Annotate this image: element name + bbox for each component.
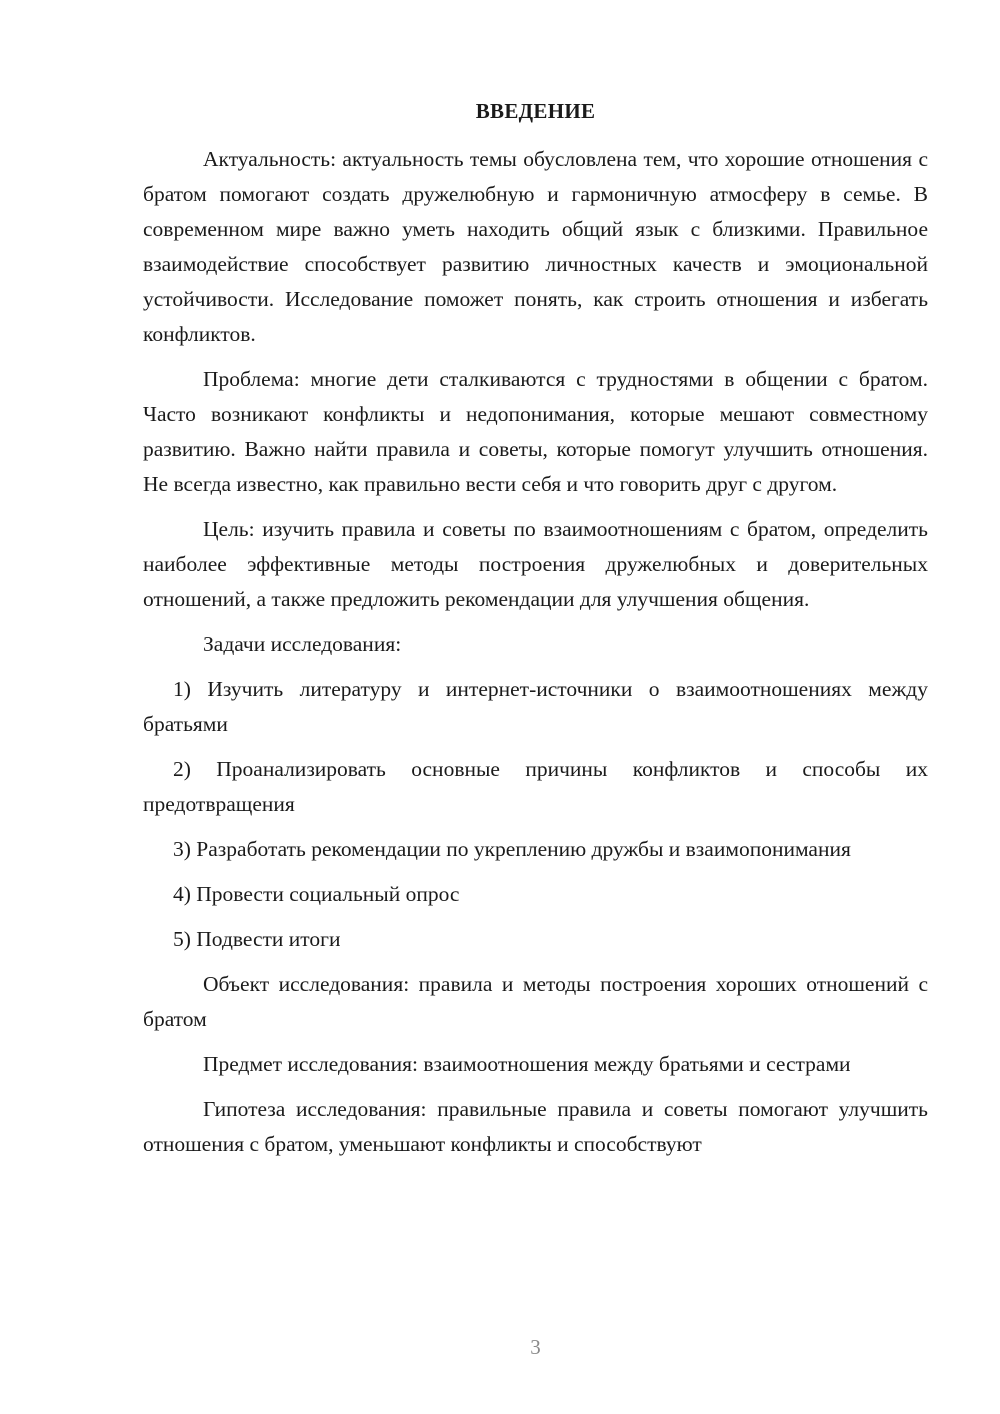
task-item-5: 5) Подвести итоги	[173, 927, 341, 951]
task-item-3: 3) Разработать рекомендации по укреплению дружбы и взаимопонимания	[173, 837, 851, 861]
paragraph-problem: Проблема: многие дети сталкиваются с трудностями в общении с братом. Часто возникают конфликты и недопонимания, которые мешают совместному развитию. Важно найти правила и советы, которые помогут улучшить отношения. Не всегда известно, как правильно вести себя и что говорить друг с другом.	[143, 367, 928, 496]
paragraph-subject: Предмет исследования: взаимоотношения между братьями и сестрами	[203, 1052, 851, 1076]
paragraph-object: Объект исследования: правила и методы построения хороших отношений с братом	[143, 972, 928, 1031]
paragraph-hypothesis: Гипотеза исследования: правильные правила и советы помогают улучшить отношения с братом, уменьшают конфликты и способствуют	[143, 1097, 928, 1156]
paragraph-tasks-heading: Задачи исследования:	[203, 632, 402, 656]
paragraph-relevance: Актуальность: актуальность темы обусловлена тем, что хорошие отношения с братом помогают создать дружелюбную и гармоничную атмосферу в семье. В современном мире важно уметь находить общий язык с близкими. Правильное взаимодействие способствует развитию личностных качеств и эмоциональной устойчивости. Исследование поможет понять, как строить отношения и избегать конфликтов.	[143, 147, 928, 346]
section-title: ВВЕДЕНИЕ	[475, 99, 596, 123]
document-body	[143, 142, 928, 1172]
page-number: 3	[530, 1335, 541, 1359]
task-item-1: 1) Изучить литературу и интернет-источники о взаимоотношениях между братьями	[143, 677, 928, 736]
document-page	[143, 0, 928, 1414]
task-item-4: 4) Провести социальный опрос	[173, 882, 460, 906]
task-item-2: 2) Проанализировать основные причины конфликтов и способы их предотвращения	[143, 757, 928, 816]
paragraph-goal: Цель: изучить правила и советы по взаимоотношениям с братом, определить наиболее эффективные методы построения дружелюбных и доверительных отношений, а также предложить рекомендации для улучшения общения.	[143, 517, 928, 611]
